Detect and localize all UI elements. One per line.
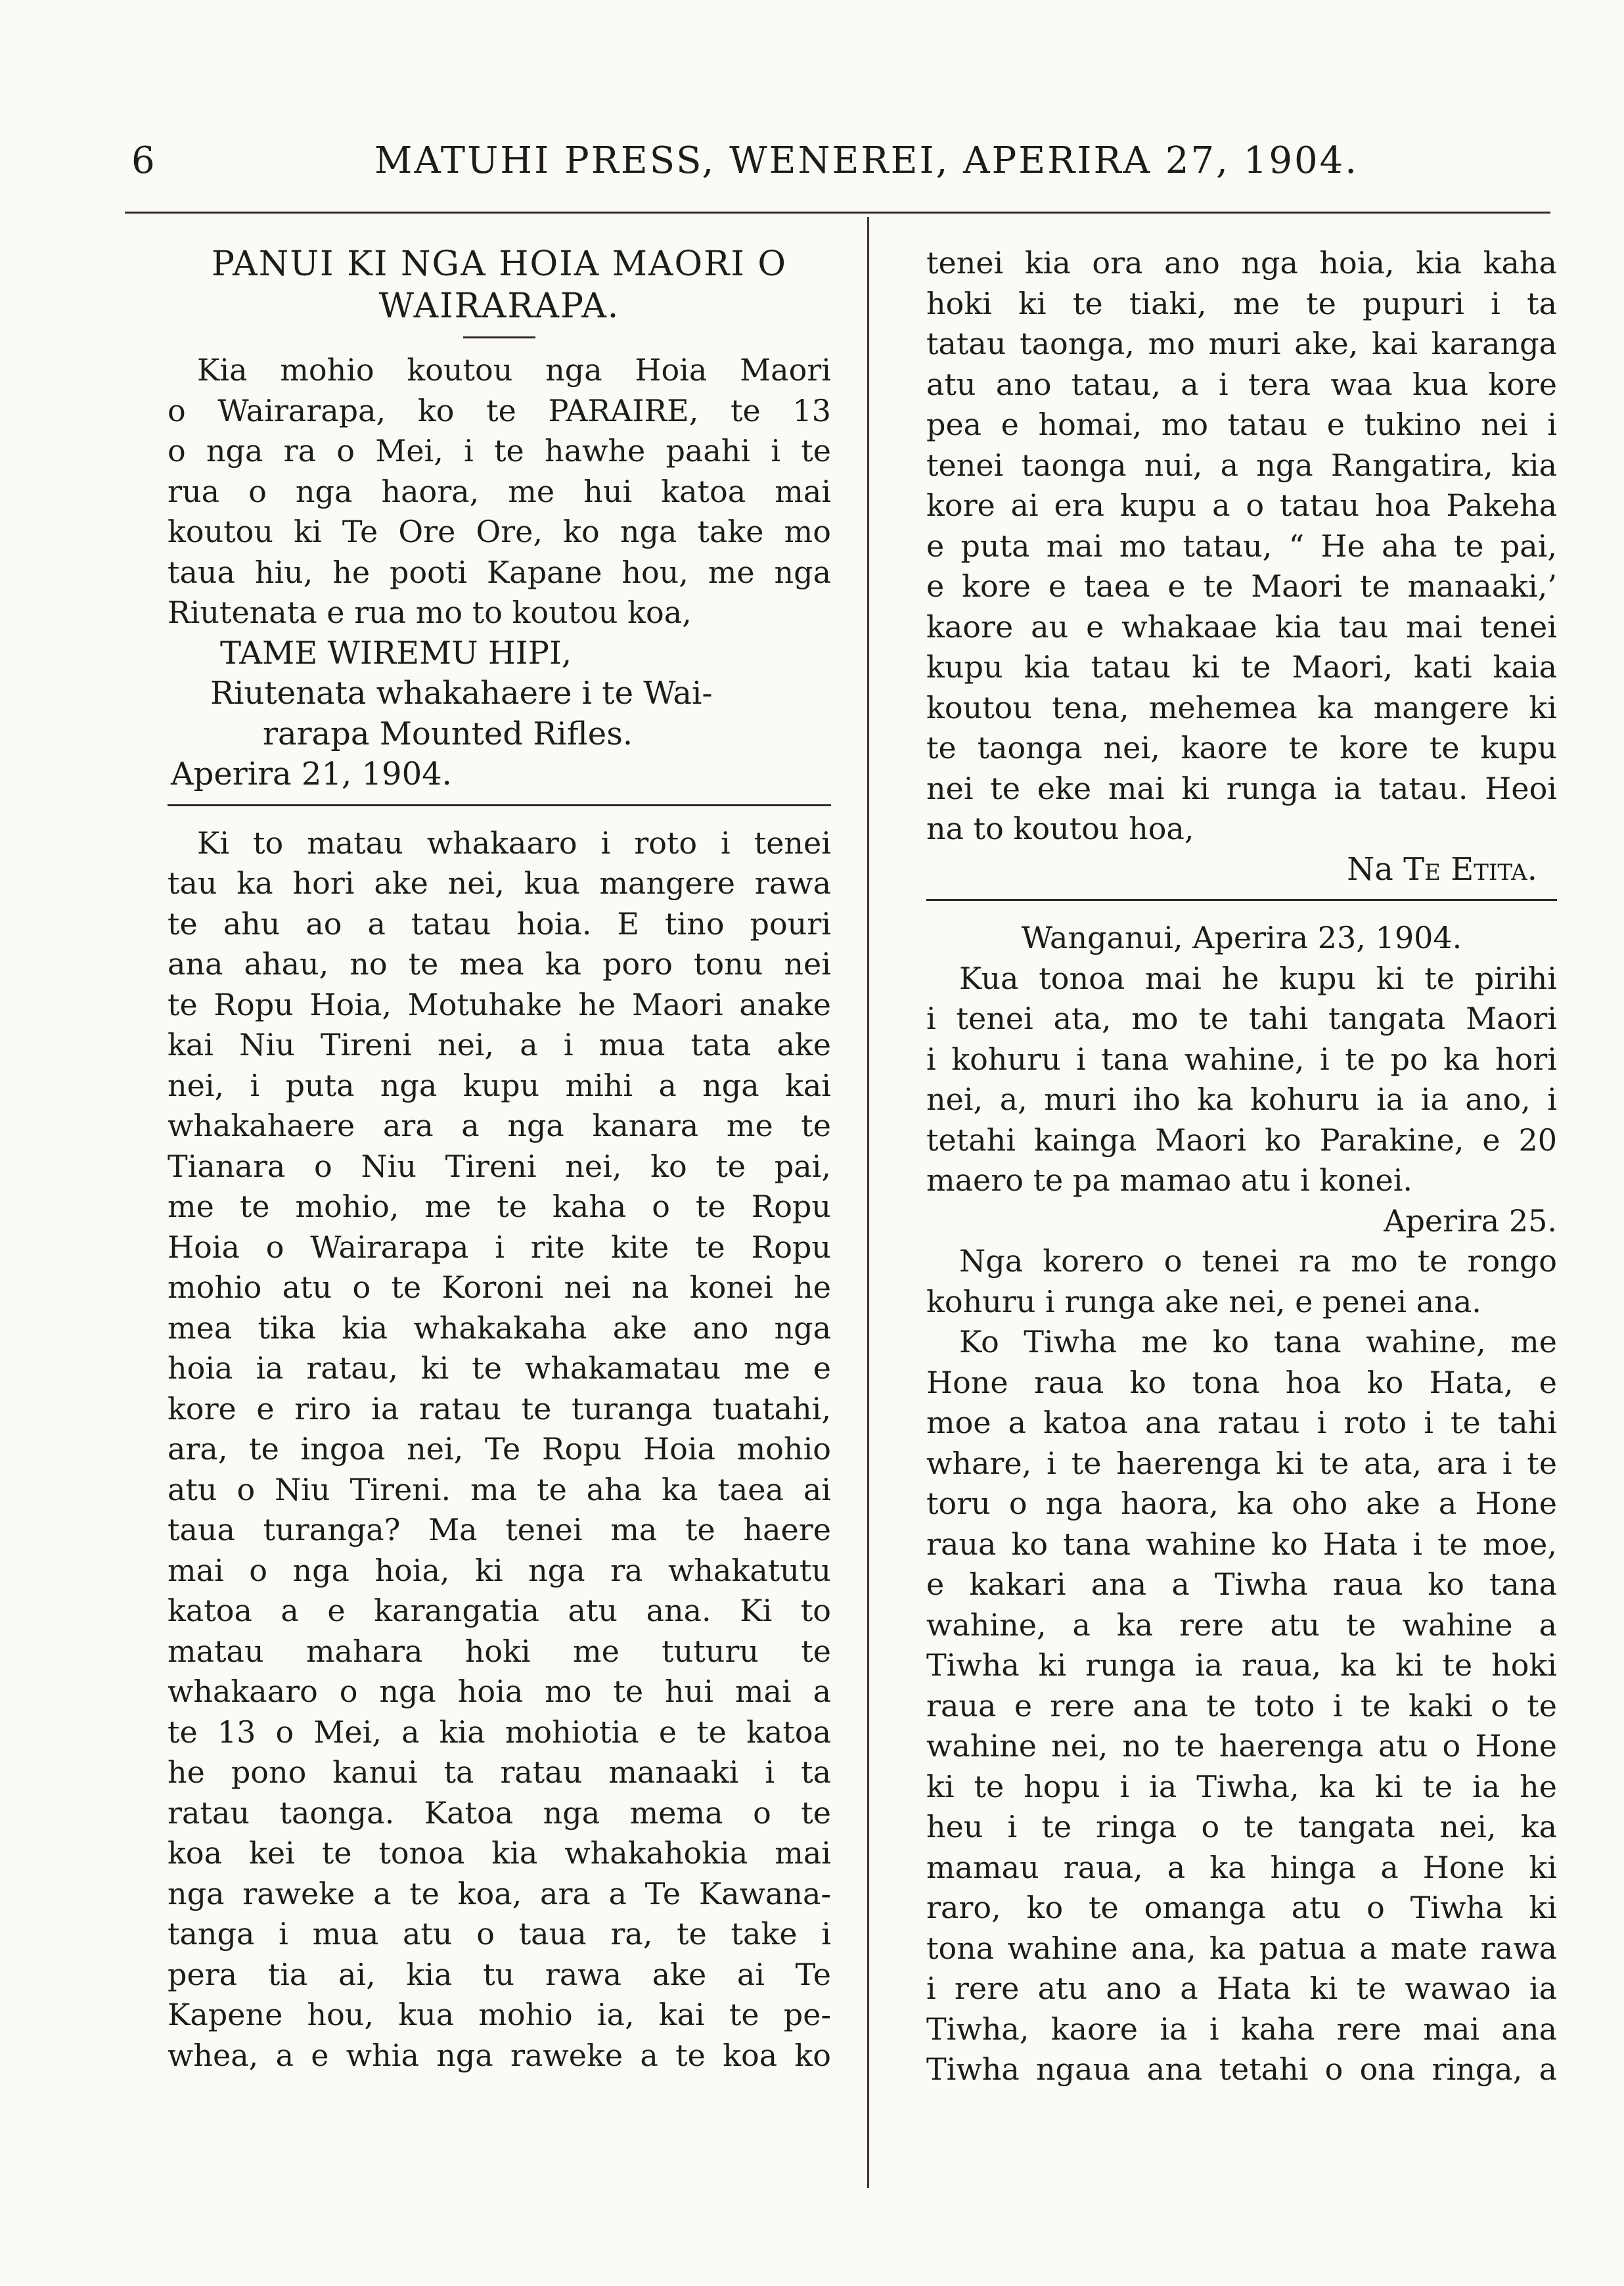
- text-line: koutou ki Te Ore Ore, ko nga take mo: [168, 514, 831, 549]
- text-line: he pono kanui ta ratau manaaki i ta: [168, 1754, 831, 1790]
- text-line: Ki to matau whakaaro i roto i tenei: [197, 825, 831, 861]
- column-rule: [867, 217, 869, 2188]
- text-line: maero te pa mamao atu i konei.: [926, 1162, 1413, 1198]
- text-line: ana ahau, no te mea ka poro tonu nei: [168, 946, 831, 982]
- text-line: e kakari ana a Tiwha raua ko tana: [926, 1566, 1557, 1602]
- text-line: Tiwha, kaore ia i kaha rere mai ana: [926, 2011, 1557, 2047]
- text-line: e puta mai mo tatau, “ He aha te pai,: [926, 528, 1557, 564]
- text-line: tau ka hori ake nei, kua mangere rawa: [168, 865, 831, 901]
- byline: [926, 850, 1557, 890]
- text-line: whakaaro o nga hoia mo te hui mai a: [168, 1674, 831, 1709]
- article-body: [168, 823, 831, 2076]
- text-line: heu i te ringa o te tangata nei, ka: [926, 1809, 1557, 1844]
- text-line: Tiwha ki runga ia raua, ka ki te hoki: [926, 1647, 1557, 1683]
- text-line: tanga i mua atu o taua ra, te take i: [168, 1916, 831, 1952]
- text-line: taua hiu, he pooti Kapane hou, me nga: [168, 554, 831, 590]
- section-rule: [168, 804, 831, 806]
- text-line: Riutenata e rua mo to koutou koa,: [168, 595, 692, 630]
- text-line: nei, i puta nga kupu mihi a nga kai: [168, 1067, 831, 1103]
- text-line: kaore au e whakaae kia tau mai tenei: [926, 608, 1557, 645]
- text-line: Tiwha ngaua ana tetahi o ona ringa, a: [926, 2051, 1557, 2087]
- text-line: kore e riro ia ratau te turanga tuatahi,: [168, 1390, 831, 1427]
- byline-name: Te Etita.: [1403, 850, 1537, 888]
- text-line: whea, a e whia nga raweke a te koa ko: [168, 2037, 831, 2073]
- text-line: te Ropu Hoia, Motuhake he Maori anake: [168, 986, 831, 1022]
- running-head: [131, 139, 1452, 185]
- text-line: tona wahine ana, ka patua a mate rawa: [926, 1930, 1557, 1966]
- text-line: o nga ra o Mei, i te hawhe paahi i te: [168, 433, 831, 469]
- byline-prefix: Na: [1347, 850, 1404, 888]
- text-line: taua turanga? Ma tenei ma te haere: [168, 1512, 831, 1547]
- text-line: me te mohio, me te kaha o te Ropu: [168, 1189, 831, 1224]
- text-line: kore ai era kupu a o tatau hoa Pakeha: [926, 488, 1557, 523]
- notice-section: [168, 243, 831, 795]
- text-line: tatau taonga, mo muri ake, kai karanga: [926, 326, 1557, 361]
- text-line: i tenei ata, mo te tahi tangata Maori: [926, 1001, 1557, 1036]
- text-line: o Wairarapa, ko te PARAIRE, te 13: [168, 392, 831, 428]
- text-line: Tianara o Niu Tireni nei, ko te pai,: [168, 1148, 831, 1184]
- text-line: i rere atu ano a Hata ki te wawao ia: [926, 1971, 1557, 2006]
- news-item: [926, 918, 1557, 2090]
- article-continuation: [926, 243, 1557, 890]
- text-line: te ahu ao a tatau hoia. E tino pouri: [168, 905, 831, 942]
- text-line: i kohuru i tana wahine, i te po ka hori: [926, 1041, 1557, 1077]
- text-line: te 13 o Mei, a kia mohiotia e te katoa: [168, 1714, 831, 1750]
- notice-date: Aperira 21, 1904.: [171, 756, 452, 792]
- text-line: kohuru i runga ake nei, e penei ana.: [926, 1283, 1481, 1319]
- signature-name: TAME WIREMU HIPI,: [220, 634, 572, 672]
- news-date: Aperira 25.: [1384, 1202, 1557, 1239]
- text-line: atu ano tatau, a i tera waa kua kore: [926, 366, 1557, 402]
- text-line: raua ko tana wahine ko Hata i te moe,: [926, 1526, 1557, 1562]
- notice-heading-line: WAIRARAPA.: [378, 286, 620, 326]
- text-line: pea e homai, mo tatau e tukino nei i: [926, 407, 1557, 442]
- text-line: mohio atu o te Koroni nei na konei he: [168, 1269, 831, 1305]
- text-line: pera tia ai, kia tu rawa ake ai Te: [168, 1956, 831, 1992]
- text-line: koutou tena, mehemea ka mangere ki: [926, 689, 1557, 725]
- text-line: tenei kia ora ano nga hoia, kia kaha: [926, 245, 1557, 281]
- text-line: kupu kia tatau ki te Maori, kati kaia: [926, 649, 1557, 685]
- signature-role-line: Riutenata whakahaere i te Wai-: [210, 675, 713, 712]
- text-line: na to koutou hoa,: [926, 811, 1194, 846]
- text-line: Nga korero o tenei ra mo te rongo: [959, 1243, 1557, 1279]
- text-line: wahine nei, no te haerenga atu o Hone: [926, 1728, 1557, 1764]
- text-line: tetahi kainga Maori ko Parakine, e 20: [926, 1122, 1557, 1158]
- section-rule: [926, 899, 1557, 901]
- header-rule: [125, 212, 1550, 214]
- text-line: Ko Tiwha me ko tana wahine, me: [959, 1324, 1557, 1360]
- text-line: mea tika kia whakakaha ake ano nga: [168, 1310, 831, 1346]
- text-line: raua e rere ana te toto i te kaki o te: [926, 1687, 1557, 1724]
- text-line: katoa a e karangatia atu ana. Ki to: [168, 1593, 831, 1628]
- right-column: [926, 243, 1557, 2090]
- text-line: matau mahara hoki me tuturu te: [168, 1633, 831, 1669]
- text-line: toru o nga haora, ka oho ake a Hone: [926, 1486, 1557, 1521]
- text-line: Hoia o Wairarapa i rite kite te Ropu: [168, 1229, 831, 1265]
- text-line: kai Niu Tireni nei, a i mua tata ake: [168, 1027, 831, 1063]
- text-line: whakahaere ara a nga kanara me te: [168, 1108, 831, 1143]
- text-line: koa kei te tonoa kia whakahokia mai: [168, 1835, 831, 1871]
- text-line: mai o nga hoia, ki nga ra whakatutu: [168, 1552, 831, 1588]
- signature-role-line: rarapa Mounted Rifles.: [263, 715, 633, 752]
- text-line: rua o nga haora, me hui katoa mai: [168, 473, 831, 509]
- text-line: Kapene hou, kua mohio ia, kai te pe-: [168, 1997, 831, 2032]
- text-line: mamau raua, a ka hinga a Hone ki: [926, 1849, 1557, 1885]
- text-line: hoia ia ratau, ki te whakamatau me e: [168, 1350, 831, 1386]
- text-line: ki te hopu i ia Tiwha, ka ki te ia he: [926, 1768, 1557, 1804]
- text-line: nei te eke mai ki runga ia tatau. Heoi: [926, 770, 1557, 806]
- text-line: raro, ko te omanga atu o Tiwha ki: [926, 1890, 1557, 1925]
- text-line: moe a katoa ana ratau i roto i te tahi: [926, 1405, 1557, 1440]
- text-line: nei, a, muri iho ka kohuru ia ia ano, i: [926, 1082, 1557, 1117]
- text-line: Kua tonoa mai he kupu ki te pirihi: [959, 960, 1557, 996]
- running-title: MATUHI PRESS, WENEREI, APERIRA 27, 1904.: [374, 139, 1359, 182]
- text-line: whare, i te haerenga ki te ata, ara i te: [926, 1445, 1557, 1481]
- left-column: [168, 243, 831, 2076]
- news-dateline: Wanganui, Aperira 23, 1904.: [1021, 920, 1462, 955]
- text-line: wahine, a ka rere atu te wahine a: [926, 1607, 1557, 1643]
- text-line: ratau taonga. Katoa nga mema o te: [168, 1795, 831, 1831]
- text-line: te taonga nei, kaore te kore te kupu: [926, 730, 1557, 766]
- text-line: nga raweke a te koa, ara a Te Kawana-: [168, 1875, 831, 1911]
- text-line: atu o Niu Tireni. ma te aha ka taea ai: [168, 1471, 831, 1507]
- text-line: Kia mohio koutou nga Hoia Maori: [197, 352, 831, 388]
- text-line: tenei taonga nui, a nga Rangatira, kia: [926, 447, 1557, 483]
- text-line: hoki ki te tiaki, me te pupuri i ta: [926, 285, 1557, 321]
- text-line: e kore e taea e te Maori te manaaki,’: [926, 568, 1557, 604]
- notice-heading-line: PANUI KI NGA HOIA MAORI O: [211, 244, 788, 284]
- heading-rule: [463, 336, 535, 338]
- text-line: Hone raua ko tona hoa ko Hata, e: [926, 1364, 1557, 1400]
- page-number: 6: [131, 139, 157, 182]
- text-line: ara, te ingoa nei, Te Ropu Hoia mohio: [168, 1431, 831, 1467]
